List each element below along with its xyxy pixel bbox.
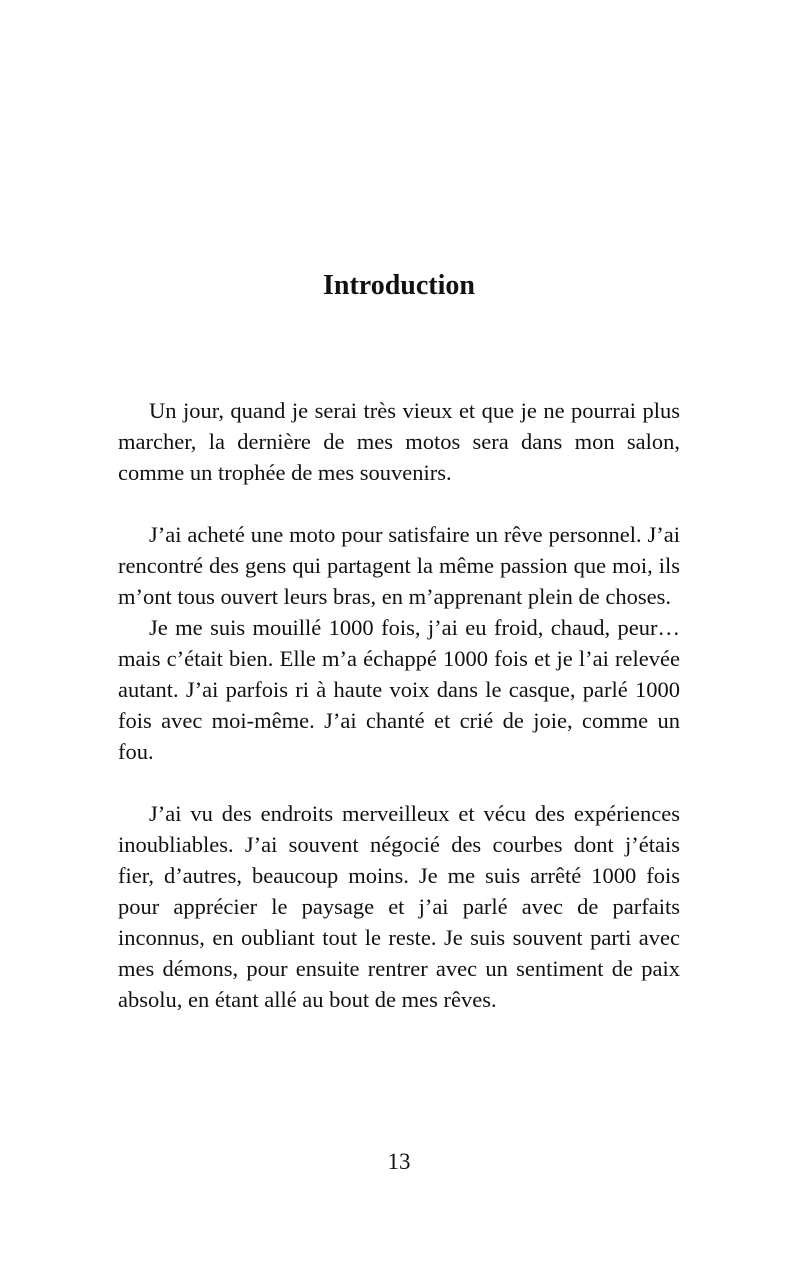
page-number: 13: [387, 1149, 411, 1174]
paragraph: Je me suis mouillé 1000 fois, j’ai eu froid, chaud, peur… mais c’était bien. Elle m’a échappé 1000 fois et je l’ai relevée autant. J’ai parfois ri à haute voix dans le casque, parlé 1000 fois avec moi-même. J’ai chanté et crié de joie, comme un fou.: [118, 615, 680, 764]
chapter-title: Introduction: [323, 270, 475, 301]
paragraph: J’ai acheté une moto pour satisfaire un rêve personnel. J’ai rencontré des gens qui partagent la même passion que moi, ils m’ont tous ouvert leurs bras, en m’apprenant plein de choses.: [118, 522, 680, 609]
paragraph: Un jour, quand je serai très vieux et que je ne pourrai plus marcher, la dernière de mes motos sera dans mon salon, comme un trophée de mes souvenirs.: [118, 398, 680, 485]
paragraph: J’ai vu des endroits merveilleux et vécu des expériences inoubliables. J’ai souvent négocié des courbes dont j’étais fier, d’autres, beaucoup moins. Je me suis arrêté 1000 fois pour apprécier le paysage et j’ai parlé avec de parfaits inconnus, en oubliant tout le reste. Je suis souvent parti avec mes démons, pour ensuite rentrer avec un sentiment de paix absolu, en étant allé au bout de mes rêves.: [118, 801, 680, 1012]
chapter-body: [118, 395, 680, 1015]
